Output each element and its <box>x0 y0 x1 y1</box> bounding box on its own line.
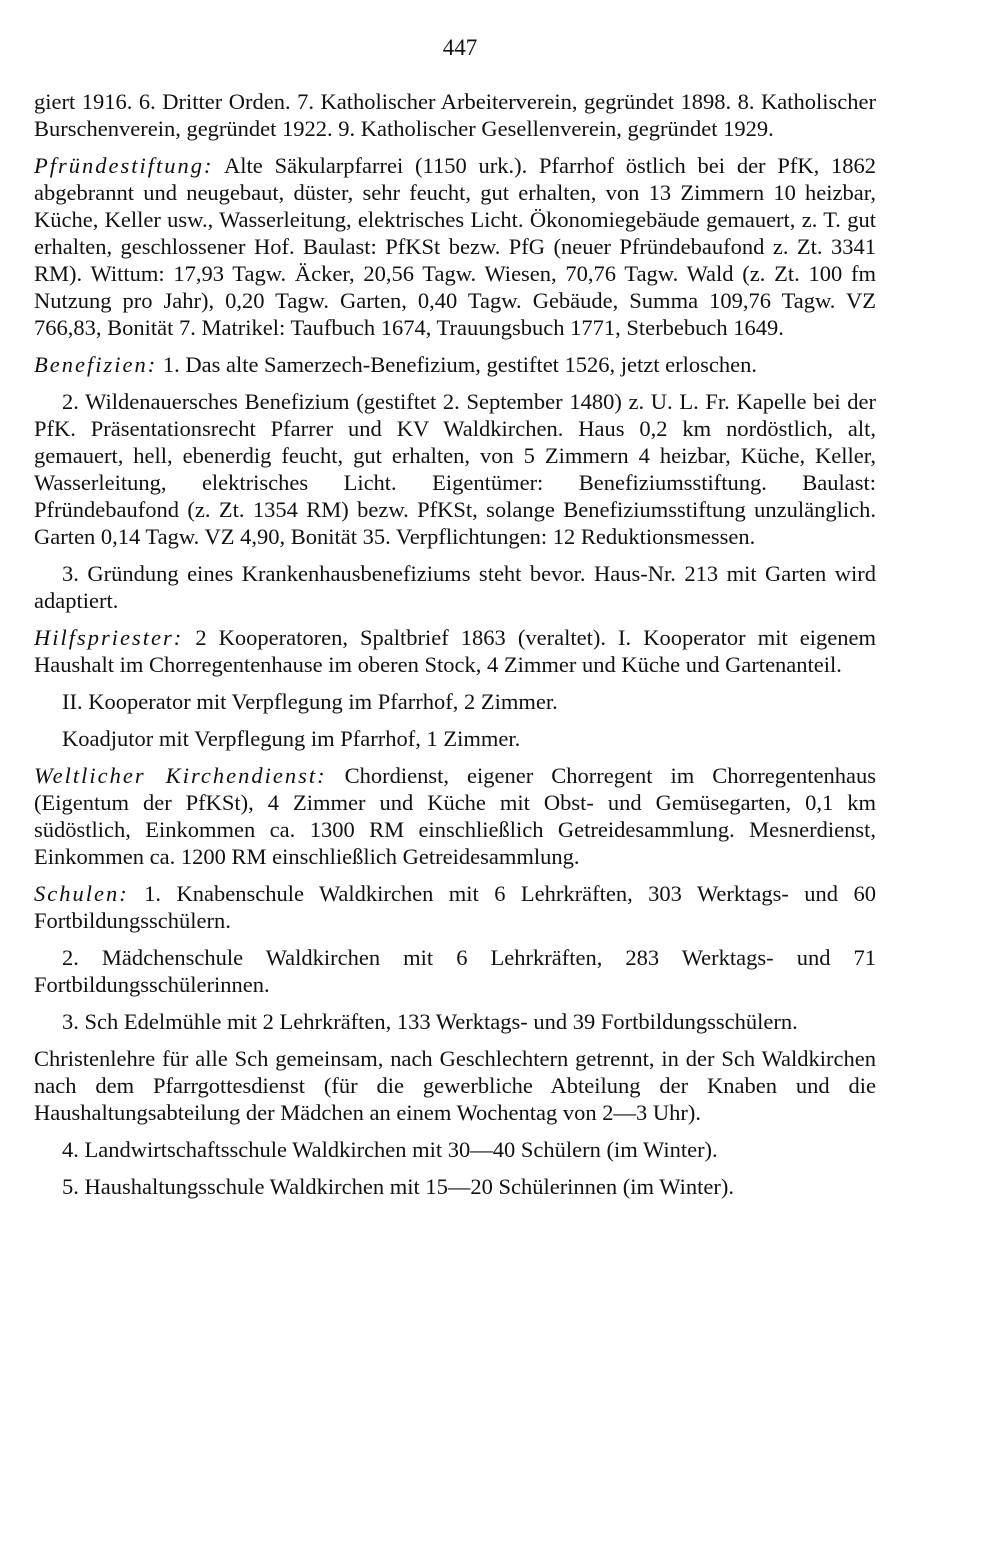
heading-weltlicher-kirchendienst: Weltlicher Kirchendienst: <box>34 763 327 788</box>
text-benefizien: 1. Das alte Samerzech-Benefizium, gestiftet 1526, jetzt erloschen. <box>157 352 757 377</box>
heading-hilfspriester: Hilfspriester: <box>34 625 184 650</box>
paragraph-koadjutor: Koadjutor mit Verpflegung im Pfarrhof, 1 Zimmer. <box>62 726 521 751</box>
text-hilfspriester: 2 Kooperatoren, Spaltbrief 1863 (veraltet). I. Kooperator mit eigenem Haushalt im Chorregentenhause im oberen Stock, 4 Zimmer und Küche und Gartenanteil. <box>34 625 876 677</box>
text-pfruendestiftung: Alte Säkularpfarrei (1150 urk.). Pfarrhof östlich bei der PfK, 1862 abgebrannt und neugebaut, düster, sehr feucht, gut erhalten, von 13 Zimmern 10 heizbar, Küche, Keller usw., Wasserleitung, elektrisches Licht. Ökonomiegebäude gemauert, z. T. gut erhalten, geschlossener Hof. Baulast: PfKSt bezw. PfG (neuer Pfründebaufond z. Zt. 3341 RM). Wittum: 17,93 Tagw. Äcker, 20,56 Tagw. Wiesen, 70,76 Tagw. Wald (z. Zt. 100 fm Nutzung pro Jahr), 0,20 Tagw. Garten, 0,40 Tagw. Gebäude, Summa 109,76 Tagw. VZ 766,83, Bonität 7. Matrikel: Taufbuch 1674, Trauungsbuch 1771, Sterbebuch 1649. <box>34 153 876 340</box>
paragraph-kooperator-2: II. Kooperator mit Verpflegung im Pfarrhof, 2 Zimmer. <box>62 689 558 714</box>
text-weltlicher-kirchendienst: Chordienst, eigener Chorregent im Chorregentenhaus (Eigentum der PfKSt), 4 Zimmer und Küche mit Obst- und Gemüsegarten, 0,1 km südöstlich, Einkommen ca. 1300 RM einschließlich Getreidesammlung. Mesnerdienst, Einkommen ca. 1200 RM einschließlich Getreidesammlung. <box>34 763 876 869</box>
paragraph-christenlehre: Christenlehre für alle Sch gemeinsam, nach Geschlechtern getrennt, in der Sch Waldkirchen nach dem Pfarrgottesdienst (für die gewerbliche Abteilung der Knaben und die Haushaltungsabteilung der Mädchen an einem Wochentag von 2—3 Uhr). <box>34 1046 876 1125</box>
text-schulen: 1. Knabenschule Waldkirchen mit 6 Lehrkräften, 303 Werktags- und 60 Fortbildungsschülern. <box>34 881 876 933</box>
heading-schulen: Schulen: <box>34 881 129 906</box>
paragraph-schule-2: 2. Mädchenschule Waldkirchen mit 6 Lehrkräften, 283 Werktags- und 71 Fortbildungsschülerinnen. <box>34 945 876 997</box>
paragraph-schule-4: 4. Landwirtschaftsschule Waldkirchen mit 30—40 Schülern (im Winter). <box>62 1137 718 1162</box>
paragraph-hilfspriester <box>34 624 876 678</box>
paragraph-pfruendestiftung <box>34 152 876 341</box>
document-page <box>34 34 876 1514</box>
paragraph-schule-3: 3. Sch Edelmühle mit 2 Lehrkräften, 133 Werktags- und 39 Fortbildungsschülern. <box>62 1009 798 1034</box>
paragraph-weltlicher-kirchendienst <box>34 762 876 870</box>
paragraph-vereine: giert 1916. 6. Dritter Orden. 7. Katholischer Arbeiterverein, gegründet 1898. 8. Katholischer Burschenverein, gegründet 1922. 9. Katholischer Gesellenverein, gegründet 1929. <box>34 89 876 141</box>
heading-pfruendestiftung: Pfründestiftung: <box>34 153 214 178</box>
paragraph-benefizien <box>34 351 876 378</box>
paragraph-schule-5: 5. Haushaltungsschule Waldkirchen mit 15—20 Schülerinnen (im Winter). <box>62 1174 734 1199</box>
paragraph-benefizium-3: 3. Gründung eines Krankenhausbenefiziums steht bevor. Haus-Nr. 213 mit Garten wird adaptiert. <box>34 561 876 613</box>
paragraph-schulen <box>34 880 876 934</box>
page-number: 447 <box>442 35 478 60</box>
paragraph-benefizium-2: 2. Wildenauersches Benefizium (gestiftet 2. September 1480) z. U. L. Fr. Kapelle bei der PfK. Präsentationsrecht Pfarrer und KV Waldkirchen. Haus 0,2 km nordöstlich, alt, gemauert, hell, ebenerdig feucht, gut erhalten, von 5 Zimmern 4 heizbar, Küche, Keller, Wasserleitung, elektrisches Licht. Eigentümer: Benefiziumsstiftung. Baulast: Pfründebaufond (z. Zt. 1354 RM) bezw. PfKSt, solange Benefiziumsstiftung unzulänglich. Garten 0,14 Tagw. VZ 4,90, Bonität 35. Verpflichtungen: 12 Reduktionsmessen. <box>34 389 876 549</box>
heading-benefizien: Benefizien: <box>34 352 158 377</box>
